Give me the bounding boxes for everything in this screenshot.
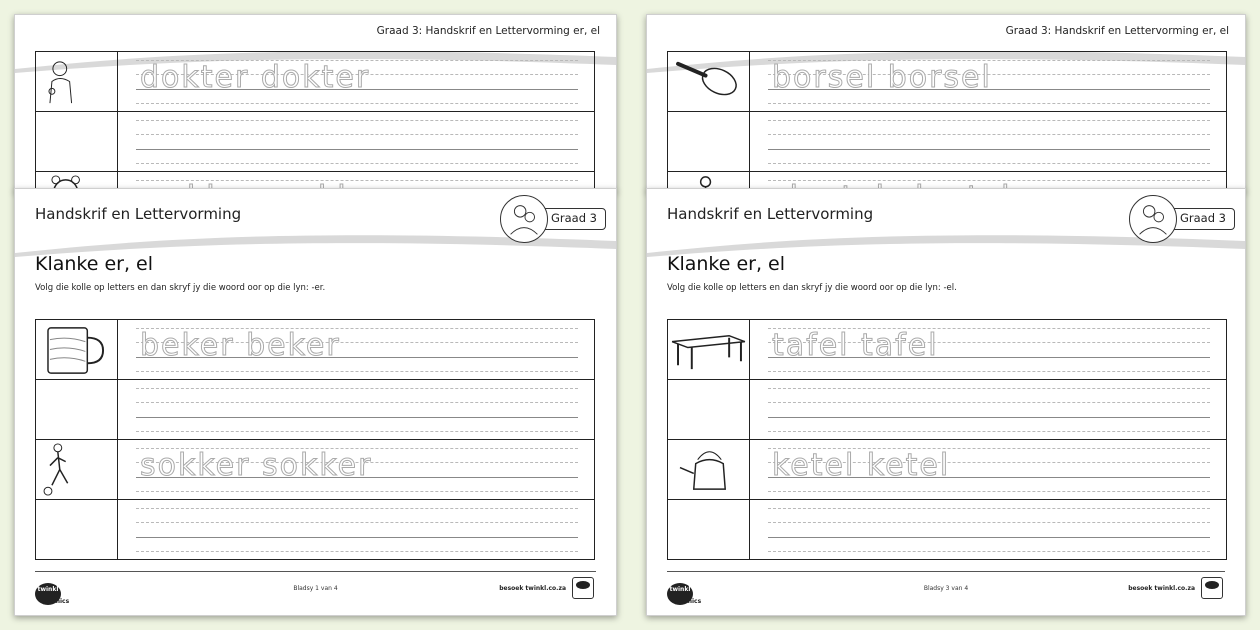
hairbrush-picture <box>668 52 750 112</box>
twinkl-logo: twinkl <box>667 583 693 605</box>
website-link[interactable]: besoek twinkl.co.za <box>1128 585 1195 592</box>
tracing-row[interactable] <box>118 440 595 500</box>
empty-picture-cell <box>36 500 118 560</box>
empty-picture-cell <box>668 112 750 172</box>
trace-word: ketel ketel <box>772 448 951 483</box>
footer-divider <box>35 571 596 572</box>
worksheet-title: Handskrif en Lettervorming <box>35 205 242 223</box>
empty-picture-cell <box>36 380 118 440</box>
writing-row[interactable] <box>750 500 1227 560</box>
footer-divider <box>667 571 1225 572</box>
trace-word: sokker sokker <box>140 448 373 483</box>
empty-picture-cell <box>668 500 750 560</box>
tracing-row[interactable] <box>118 52 595 112</box>
kettle-picture <box>668 440 750 500</box>
writing-row[interactable] <box>118 500 595 560</box>
writing-row[interactable] <box>118 112 595 172</box>
children-reading-icon <box>1129 195 1177 243</box>
worksheet-title: Handskrif en Lettervorming <box>667 205 874 223</box>
phonics-logo-text: phonics <box>43 598 70 605</box>
page-header: Graad 3: Handskrif en Lettervorming er, el <box>376 25 600 37</box>
tracing-row[interactable] <box>750 320 1227 380</box>
grade-badge <box>1129 195 1235 243</box>
grade-label: Graad 3 <box>1167 208 1235 230</box>
instruction-text: Volg die kolle op letters en dan skryf jy die woord oor op die lyn: -er. <box>35 283 326 293</box>
empty-picture-cell <box>36 112 118 172</box>
writing-row[interactable] <box>118 380 595 440</box>
table-picture <box>668 320 750 380</box>
page-footer <box>15 571 616 615</box>
twinkl-logo: twinkl <box>35 583 61 605</box>
writing-row[interactable] <box>750 380 1227 440</box>
quality-badge-icon <box>1201 577 1223 599</box>
writing-row[interactable] <box>750 112 1227 172</box>
tracing-row[interactable] <box>118 320 595 380</box>
trace-word: tafel tafel <box>772 328 939 363</box>
worksheet-page-front-left <box>14 188 617 616</box>
soccer-player-picture <box>36 440 118 500</box>
website-link[interactable]: besoek twinkl.co.za <box>499 585 566 592</box>
doctor-picture <box>36 52 118 112</box>
grade-badge <box>500 195 606 243</box>
page-number: Bladsy 1 van 4 <box>293 585 338 592</box>
page-header: Graad 3: Handskrif en Lettervorming er, el <box>1005 25 1229 37</box>
lesson-heading: Klanke er, el <box>667 253 786 275</box>
worksheet-page-front-right <box>646 188 1246 616</box>
page-number: Bladsy 3 van 4 <box>923 585 969 592</box>
tracing-row[interactable] <box>750 52 1227 112</box>
quality-badge-icon <box>572 577 594 599</box>
lesson-heading: Klanke er, el <box>35 253 154 275</box>
instruction-text: Volg die kolle op letters en dan skryf jy die woord oor op die lyn: -el. <box>667 283 957 293</box>
page-footer <box>647 571 1245 615</box>
tracing-table <box>667 319 1227 560</box>
empty-picture-cell <box>668 380 750 440</box>
trace-word: beker beker <box>140 328 341 363</box>
phonics-logo-text: phonics <box>675 598 702 605</box>
tracing-table <box>35 319 595 560</box>
children-reading-icon <box>500 195 548 243</box>
worksheet-page-back-left <box>14 14 617 192</box>
mug-picture <box>36 320 118 380</box>
trace-word: borsel borsel <box>772 60 992 95</box>
trace-word: dokter dokter <box>140 60 371 95</box>
tracing-row[interactable] <box>750 440 1227 500</box>
worksheet-page-back-right <box>646 14 1246 192</box>
grade-label: Graad 3 <box>538 208 606 230</box>
